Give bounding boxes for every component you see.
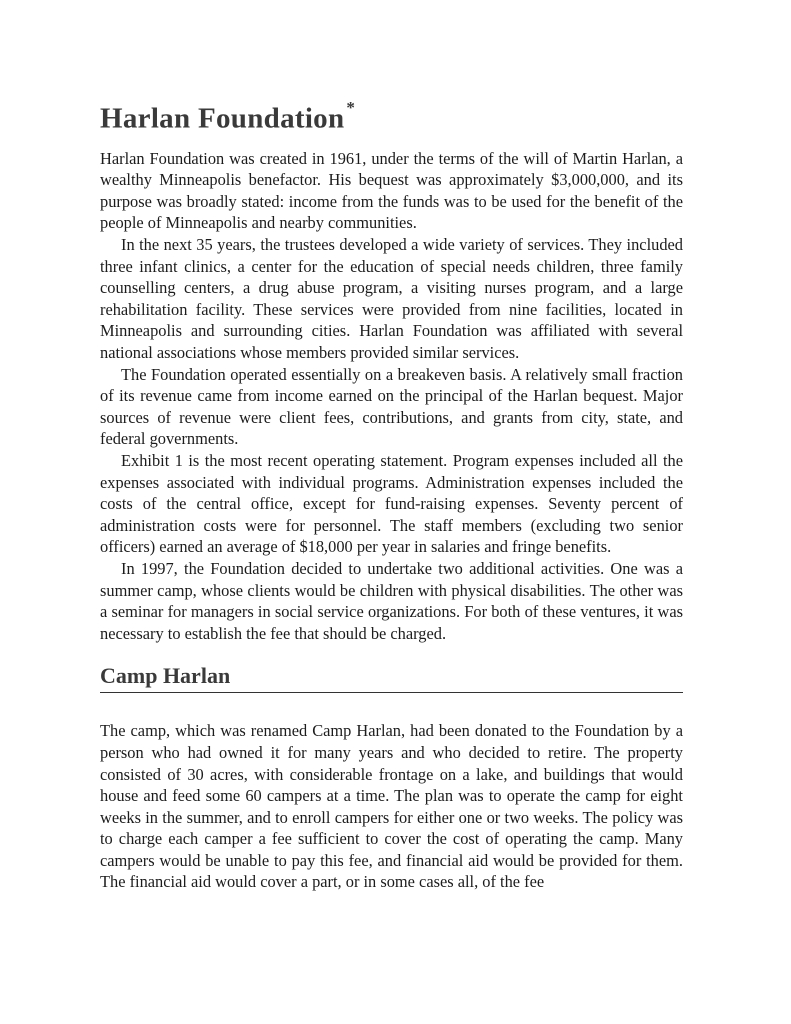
page-title: [100, 92, 683, 139]
paragraph-5: In 1997, the Foundation decided to undertake two additional activities. One was a summer camp, whose clients would be children with physical disabilities. The other was a seminar for managers in social service organizations. For both of these ventures, it was necessary to establish the fee that should be charged.: [100, 558, 683, 643]
paragraph-4: Exhibit 1 is the most recent operating statement. Program expenses included all the expenses associated with individual programs. Administration expenses included the costs of the central office, except for fund-raising expenses. Seventy percent of administration costs were for personnel. The staff members (excluding two senior officers) earned an average of $18,000 per year in salaries and fringe benefits.: [100, 450, 683, 557]
paragraph-1: Harlan Foundation was created in 1961, under the terms of the will of Martin Harlan, a wealthy Minneapolis benefactor. His bequest was approximately $3,000,000, and its purpose was broadly stated: income from the funds was to be used for the benefit of the people of Minneapolis and nearby communities.: [100, 148, 683, 233]
document-page: [100, 92, 683, 893]
section-paragraph-1: The camp, which was renamed Camp Harlan, had been donated to the Foundation by a person who had owned it for many years and who decided to retire. The property consisted of 30 acres, with considerable frontage on a lake, and buildings that would house and feed some 60 campers at a time. The plan was to operate the camp for eight weeks in the summer, and to enroll campers for either one or two weeks. The policy was to charge each camper a fee sufficient to cover the cost of operating the camp. Many campers would be unable to pay this fee, and financial aid would be provided for them. The financial aid would cover a part, or in some cases all, of the fee: [100, 721, 683, 892]
title-footnote-mark: *: [346, 98, 356, 117]
paragraph-2: In the next 35 years, the trustees developed a wide variety of services. They included three infant clinics, a center for the education of special needs children, three family counselling centers, a drug abuse program, a visiting nurses program, and a large rehabilitation facility. These services were provided from nine facilities, located in Minneapolis and surrounding cities. Harlan Foundation was affiliated with several national associations whose members provided similar services.: [100, 235, 683, 362]
title-text: Harlan Foundation: [100, 102, 345, 135]
section-title: Camp Harlan: [100, 663, 231, 689]
paragraph-3: The Foundation operated essentially on a breakeven basis. A relatively small fraction of its revenue came from income earned on the principal of the Harlan bequest. Major sources of revenue were client fees, contributions, and grants from city, state, and federal governments.: [100, 364, 683, 449]
section-heading: [100, 661, 683, 693]
